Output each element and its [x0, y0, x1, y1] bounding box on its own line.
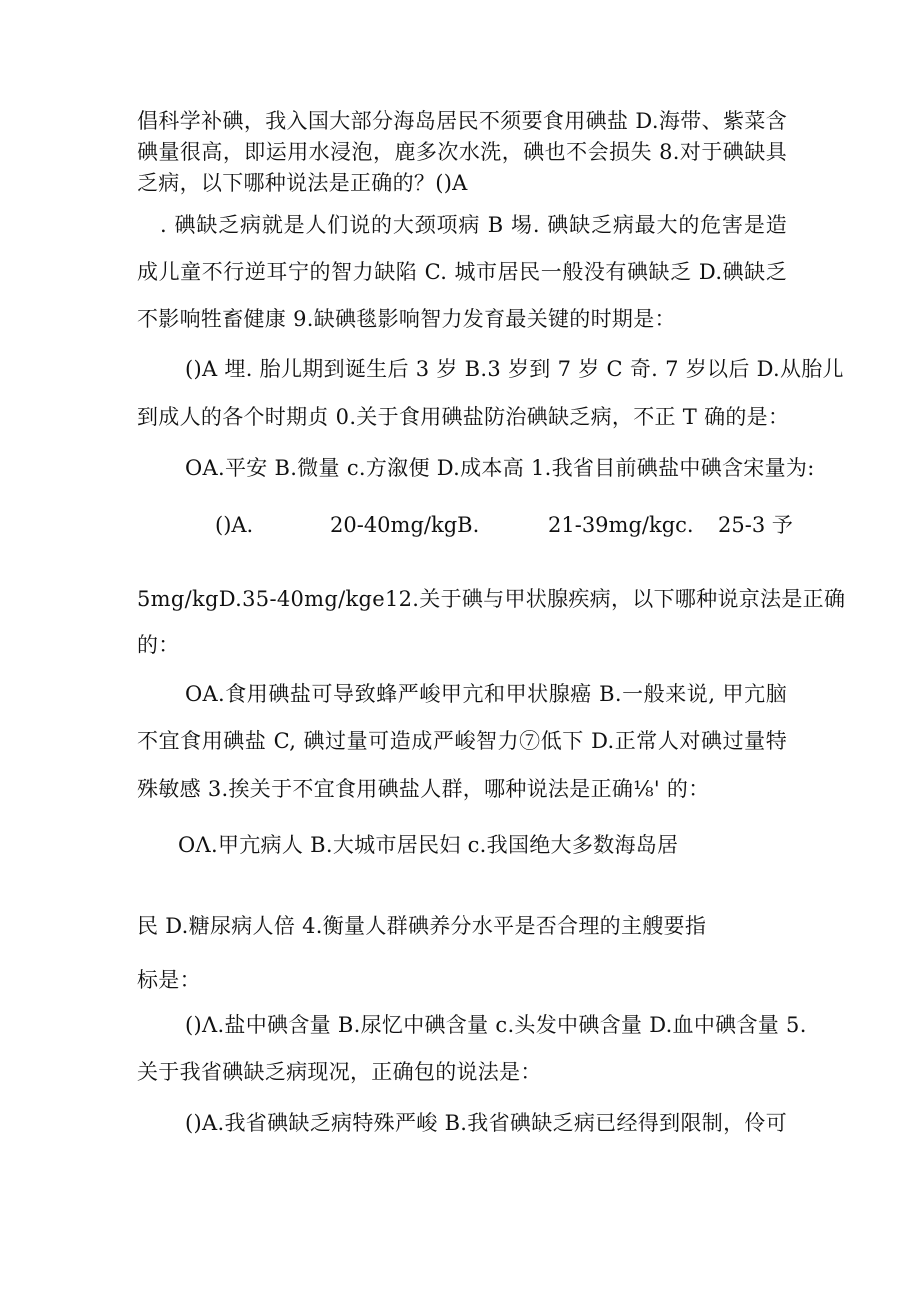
text-line-10: 5mg/kgD.35-40mg/kge12.关于碘与甲状腺疾病，以下哪种说京法是正确	[137, 587, 846, 611]
text-line-16: 民 D.糖尿病人倍 4.衡量人群碘养分水平是否合理的主艘要指	[137, 914, 707, 938]
text-line-6: 不影响牲畜健康 9.缺碘毯影响智力发育最关键的时期是：	[137, 307, 676, 331]
text-line-11: 的：	[137, 633, 180, 657]
text-line-17: 标是：	[137, 968, 201, 992]
text-line-8: 到成人的各个时期贞 0.关于食用碘盐防治碘缺乏病，不正 T 确的是：	[137, 405, 790, 429]
text-line-15: OΛ.甲亢病人 B.大城市居民妇 c.我国绝大多数海岛居	[178, 833, 679, 857]
text-line-5: 成儿童不行逆耳宁的智力缺陷 C. 城市居民一般没有碘缺乏 D.碘缺乏	[137, 260, 787, 284]
option-c: 21-39mg/kgc.	[548, 513, 694, 537]
text-line-18: ()Λ.盐中碘含量 B.尿忆中碘含量 c.头发中碘含量 D.血中碘含量 5.	[185, 1013, 807, 1037]
text-line-9: OA.平安 B.微量 c.方溆便 D.成本高 1.我省目前碘盐中碘含宋量为:	[185, 456, 815, 480]
option-b: 20-40mg/kgB.	[330, 513, 480, 537]
text-line-14: 殊敏感 3.挨关于不宜食用碘盐人群，哪种说法是正确⅛' 的：	[137, 777, 710, 801]
text-line-20: ()A.我省碘缺乏病特殊严峻 B.我省碘缺乏病已经得到限制，伶可	[185, 1111, 787, 1135]
text-line-4: . 碘缺乏病就是人们说的大颈项病 B 埸. 碘缺乏病最大的危害是造	[160, 213, 787, 237]
text-line-19: 关于我省碘缺乏病现况，正确包的说法是：	[137, 1060, 542, 1084]
text-line-1: 倡科学补碘，我入国大部分海岛居民不须要食用碘盐 D.海带、紫菜含	[137, 109, 787, 133]
text-line-7: ()A 埋. 胎儿期到诞生后 3 岁 B.3 岁到 7 岁 C 奇. 7 岁以后 D.从胎儿	[185, 357, 844, 381]
text-line-13: 不宜食用碘盐 C, 碘过量可造成严峻智力⑦低下 D.正常人对碘过量特	[137, 729, 787, 753]
option-d: 25-3 予	[718, 513, 793, 537]
option-a: ()A.	[215, 513, 254, 537]
text-line-12: OA.食用碘盐可导致蜂严峻甲亢和甲状腺癌 B.一般来说, 甲亢脑	[185, 682, 787, 706]
text-line-2: 碘量很高，即运用水浸泡，鹿多次水洗，碘也不会损失 8.对于碘缺具	[137, 140, 787, 164]
text-line-3: 乏病，以下哪种说法是正确的？()A	[137, 171, 468, 195]
